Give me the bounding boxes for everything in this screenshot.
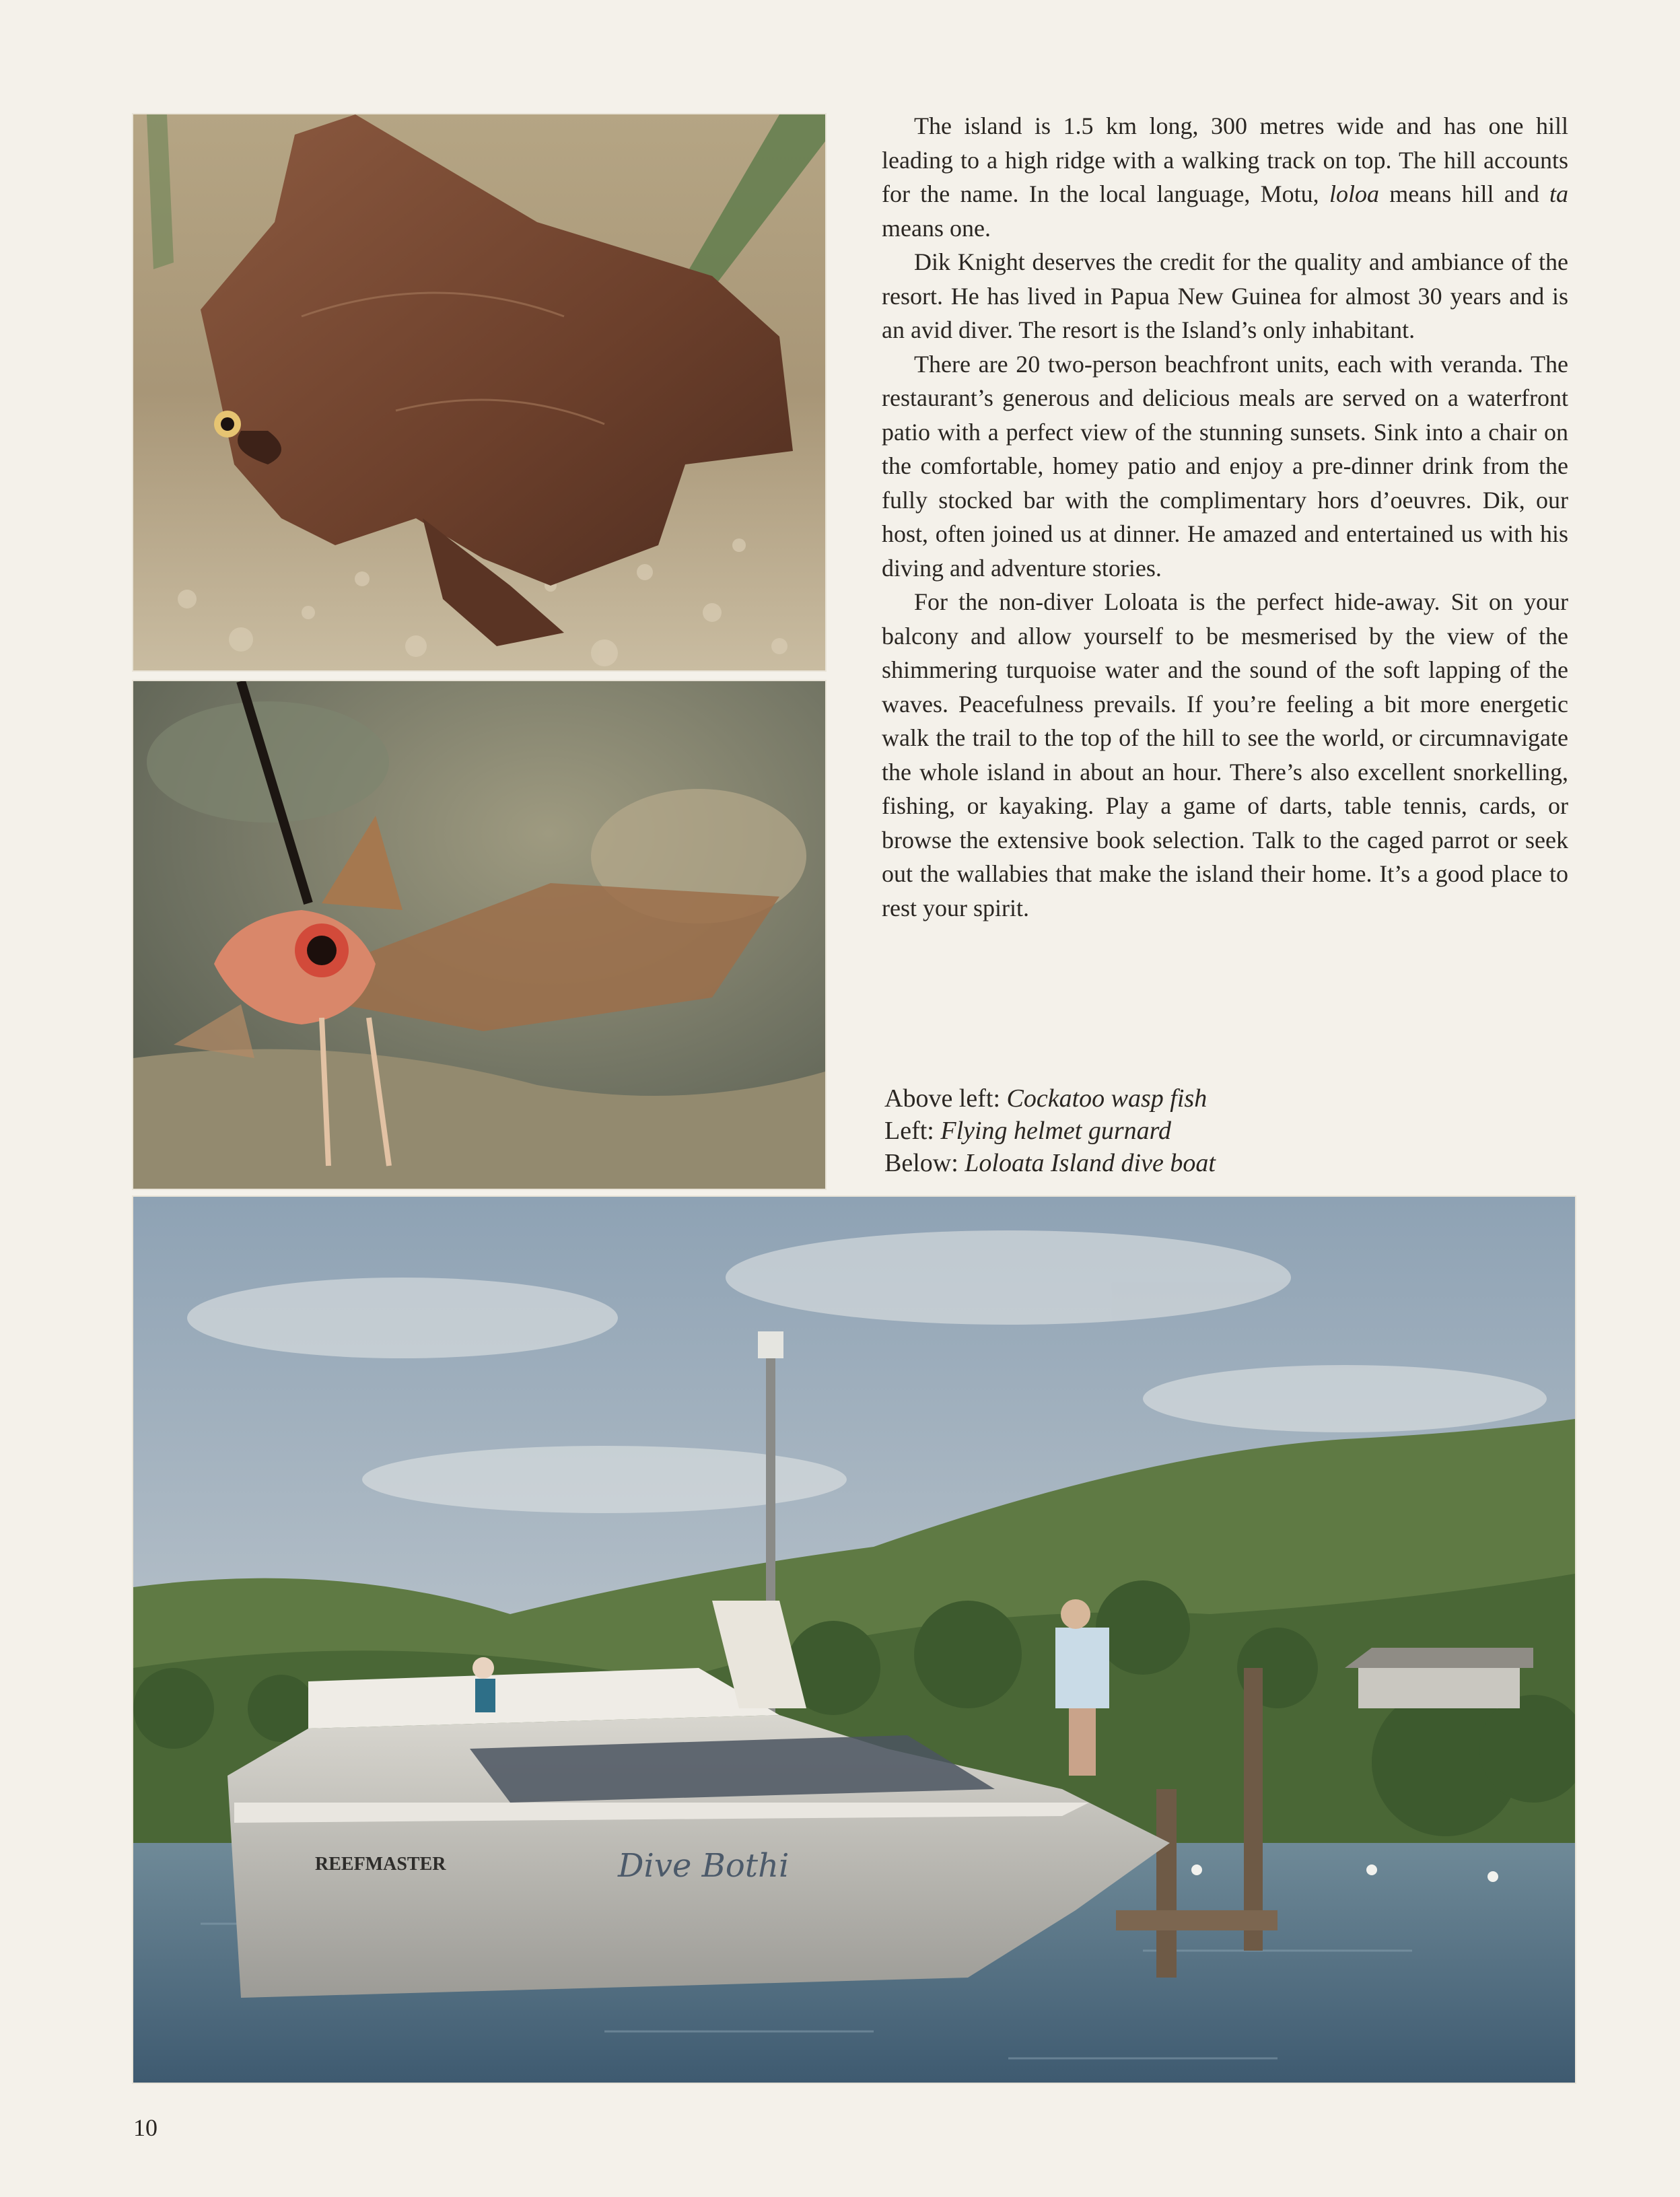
boat-hull-name: REEFMASTER bbox=[315, 1854, 446, 1875]
photo-loloata-dive-boat bbox=[132, 1195, 1576, 2084]
caption-left: Left: Flying helmet gurnard bbox=[884, 1117, 1172, 1145]
caption-below: Below: Loloata Island dive boat bbox=[884, 1149, 1216, 1177]
boat-script-name: Dive Bothi bbox=[618, 1847, 790, 1885]
article-paragraph: There are 20 two-person beachfront units, each with veranda. The restaurant’s generous and delicious meals are served on a waterfront patio with a perfect view of the stunning sunsets. Sink into a chair on the comfortable, homey patio and enjoy a pre-dinner drink from the fully stocked bar with the complimentary hors d’oeuvres. Dik, our host, often joined us at dinner. He amazed and entertained us with his diving and adventure stories. bbox=[882, 350, 1568, 582]
motu-word-loloa: loloa bbox=[1329, 180, 1379, 207]
photo-cockatoo-wasp-fish bbox=[132, 113, 827, 672]
article-paragraph: The island is 1.5 km long, 300 metres wide and has one hill leading to a high ridge with a walking track on top. The hill accounts for the name. In the local language, Motu, loloa means hill and ta means one. bbox=[882, 112, 1569, 242]
photo-captions bbox=[884, 1082, 1558, 1179]
article-paragraph: For the non-diver Loloata is the perfect hide-away. Sit on your balcony and allow yourself to be mesmerised by the view of the shimmering turquoise water and the sound of the soft lapping of the waves. Peacefulness prevails. If you’re feeling a bit more energetic walk the trail to the top of the hill to see the world, or circumnavigate the whole island in about an hour. There’s also excellent snorkelling, fishing, or kayaking. Play a game of darts, table tennis, cards, or browse the extensive book selection. Talk to the caged parrot or seek out the wallabies that make the island their home. It’s a good place to rest your spirit. bbox=[882, 588, 1568, 921]
article-body bbox=[882, 109, 1568, 925]
caption-above-left: Above left: Cockatoo wasp fish bbox=[884, 1084, 1208, 1113]
page-number: 10 bbox=[133, 2114, 158, 2141]
photo-flying-helmet-gurnard bbox=[132, 680, 827, 1190]
article-paragraph: Dik Knight deserves the credit for the quality and ambiance of the resort. He has lived in Papua New Guinea for almost 30 years and is an avid diver. The resort is the Island’s only inhabitant. bbox=[882, 248, 1568, 343]
motu-word-ta: ta bbox=[1549, 180, 1569, 207]
